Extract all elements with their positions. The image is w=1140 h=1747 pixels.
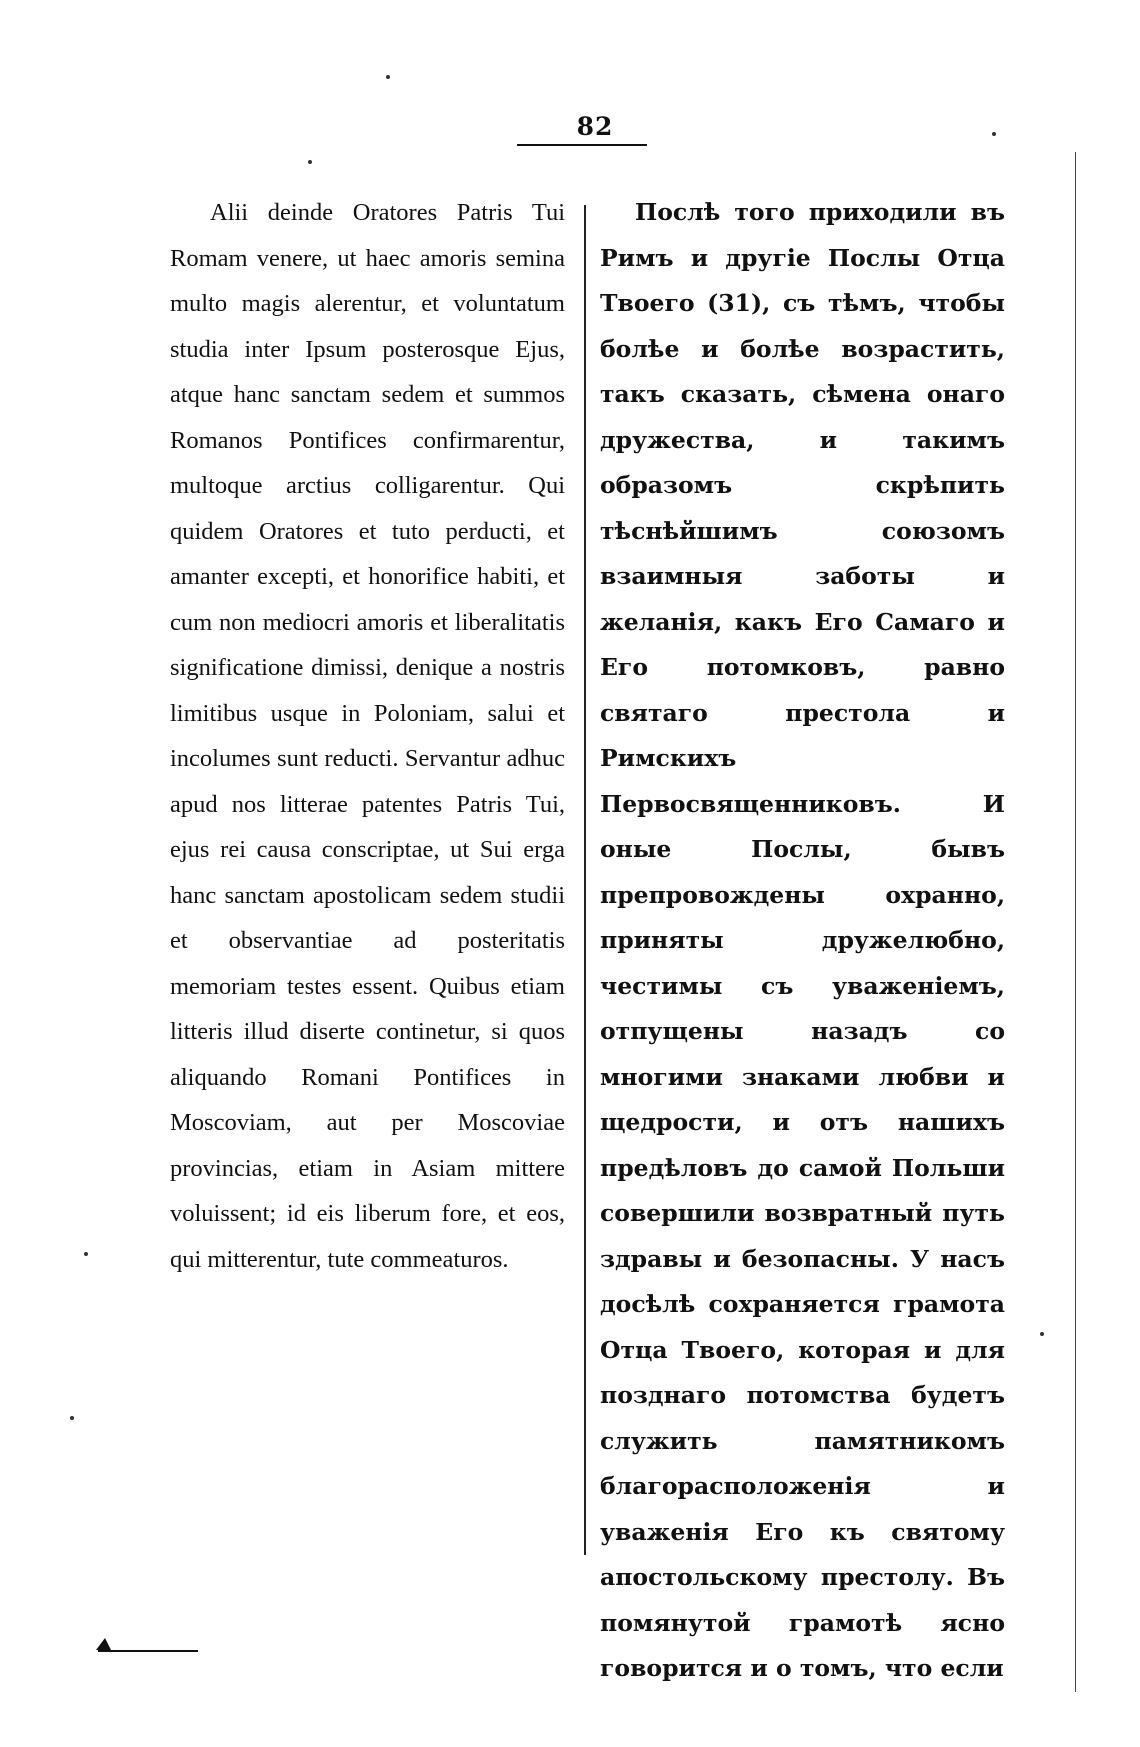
- signature-mark-icon: [96, 1638, 111, 1650]
- page-number: 82: [576, 112, 614, 141]
- print-speck: [308, 160, 312, 164]
- print-speck: [992, 132, 996, 136]
- header-rule: [517, 144, 647, 146]
- column-divider: [584, 205, 586, 1555]
- signature-mark-rule: [98, 1650, 198, 1652]
- page-edge-line: [1075, 152, 1076, 1692]
- print-speck: [386, 75, 390, 79]
- print-speck: [70, 1416, 74, 1420]
- print-speck: [84, 1252, 88, 1256]
- russian-column-text: Послѣ того приходили въ Римъ и другіе Послы Отца Твоего (31), съ тѣмъ, чтобы болѣе и болѣе возрастить, такъ сказать, сѣмена онаго дружества, и такимъ образомъ скрѣпить тѣснѣйшимъ союзомъ взаимныя заботы и желанія, какъ Его Самаго и Его потомковъ, равно святаго престола и Римскихъ Первосвященниковъ. И оные Послы, бывъ препровождены охранно, приняты дружелюбно, честимы съ уваженіемъ, отпущены назадъ со многими знаками любви и щедрости, и отъ нашихъ предѣловъ до самой Польши совершили возвратный путь здравы и безопасны. У насъ досѣлѣ сохраняется грамота Отца Твоего, которая и для позднаго потомства будетъ служить памятникомъ благорасположенія и уваженія Его къ святому апостольскому престолу. Въ помянутой грамотѣ ясно говорится и о томъ, что если: [600, 198, 1005, 1682]
- print-speck: [1040, 1332, 1044, 1336]
- latin-column-text: Alii deinde Oratores Patris Tui Romam venere, ut haec amoris semina multo magis alerentur, et voluntatum studia inter Ipsum posterosque Ejus, atque hanc sanctam sedem et summos Romanos Pontifices confirmarentur, multoque arctius colligarentur. Qui quidem Oratores et tuto perducti, et amanter excepti, et honorifice habiti, et cum non mediocri amoris et liberalitatis significatione dimissi, denique a nostris limitibus usque in Poloniam, salui et incolumes sunt reducti. Servantur adhuc apud nos litterae patentes Patris Tui, ejus rei causa conscriptae, ut Sui erga hanc sanctam apostolicam sedem studii et observantiae ad posteritatis memoriam testes essent. Quibus etiam litteris illud diserte continetur, si quos aliquando Romani Pontifices in Moscoviam, aut per Moscoviae provincias, etiam in Asiam mittere voluissent; id eis liberum fore, et eos, qui mitterentur, tute commeaturos.: [170, 199, 565, 1273]
